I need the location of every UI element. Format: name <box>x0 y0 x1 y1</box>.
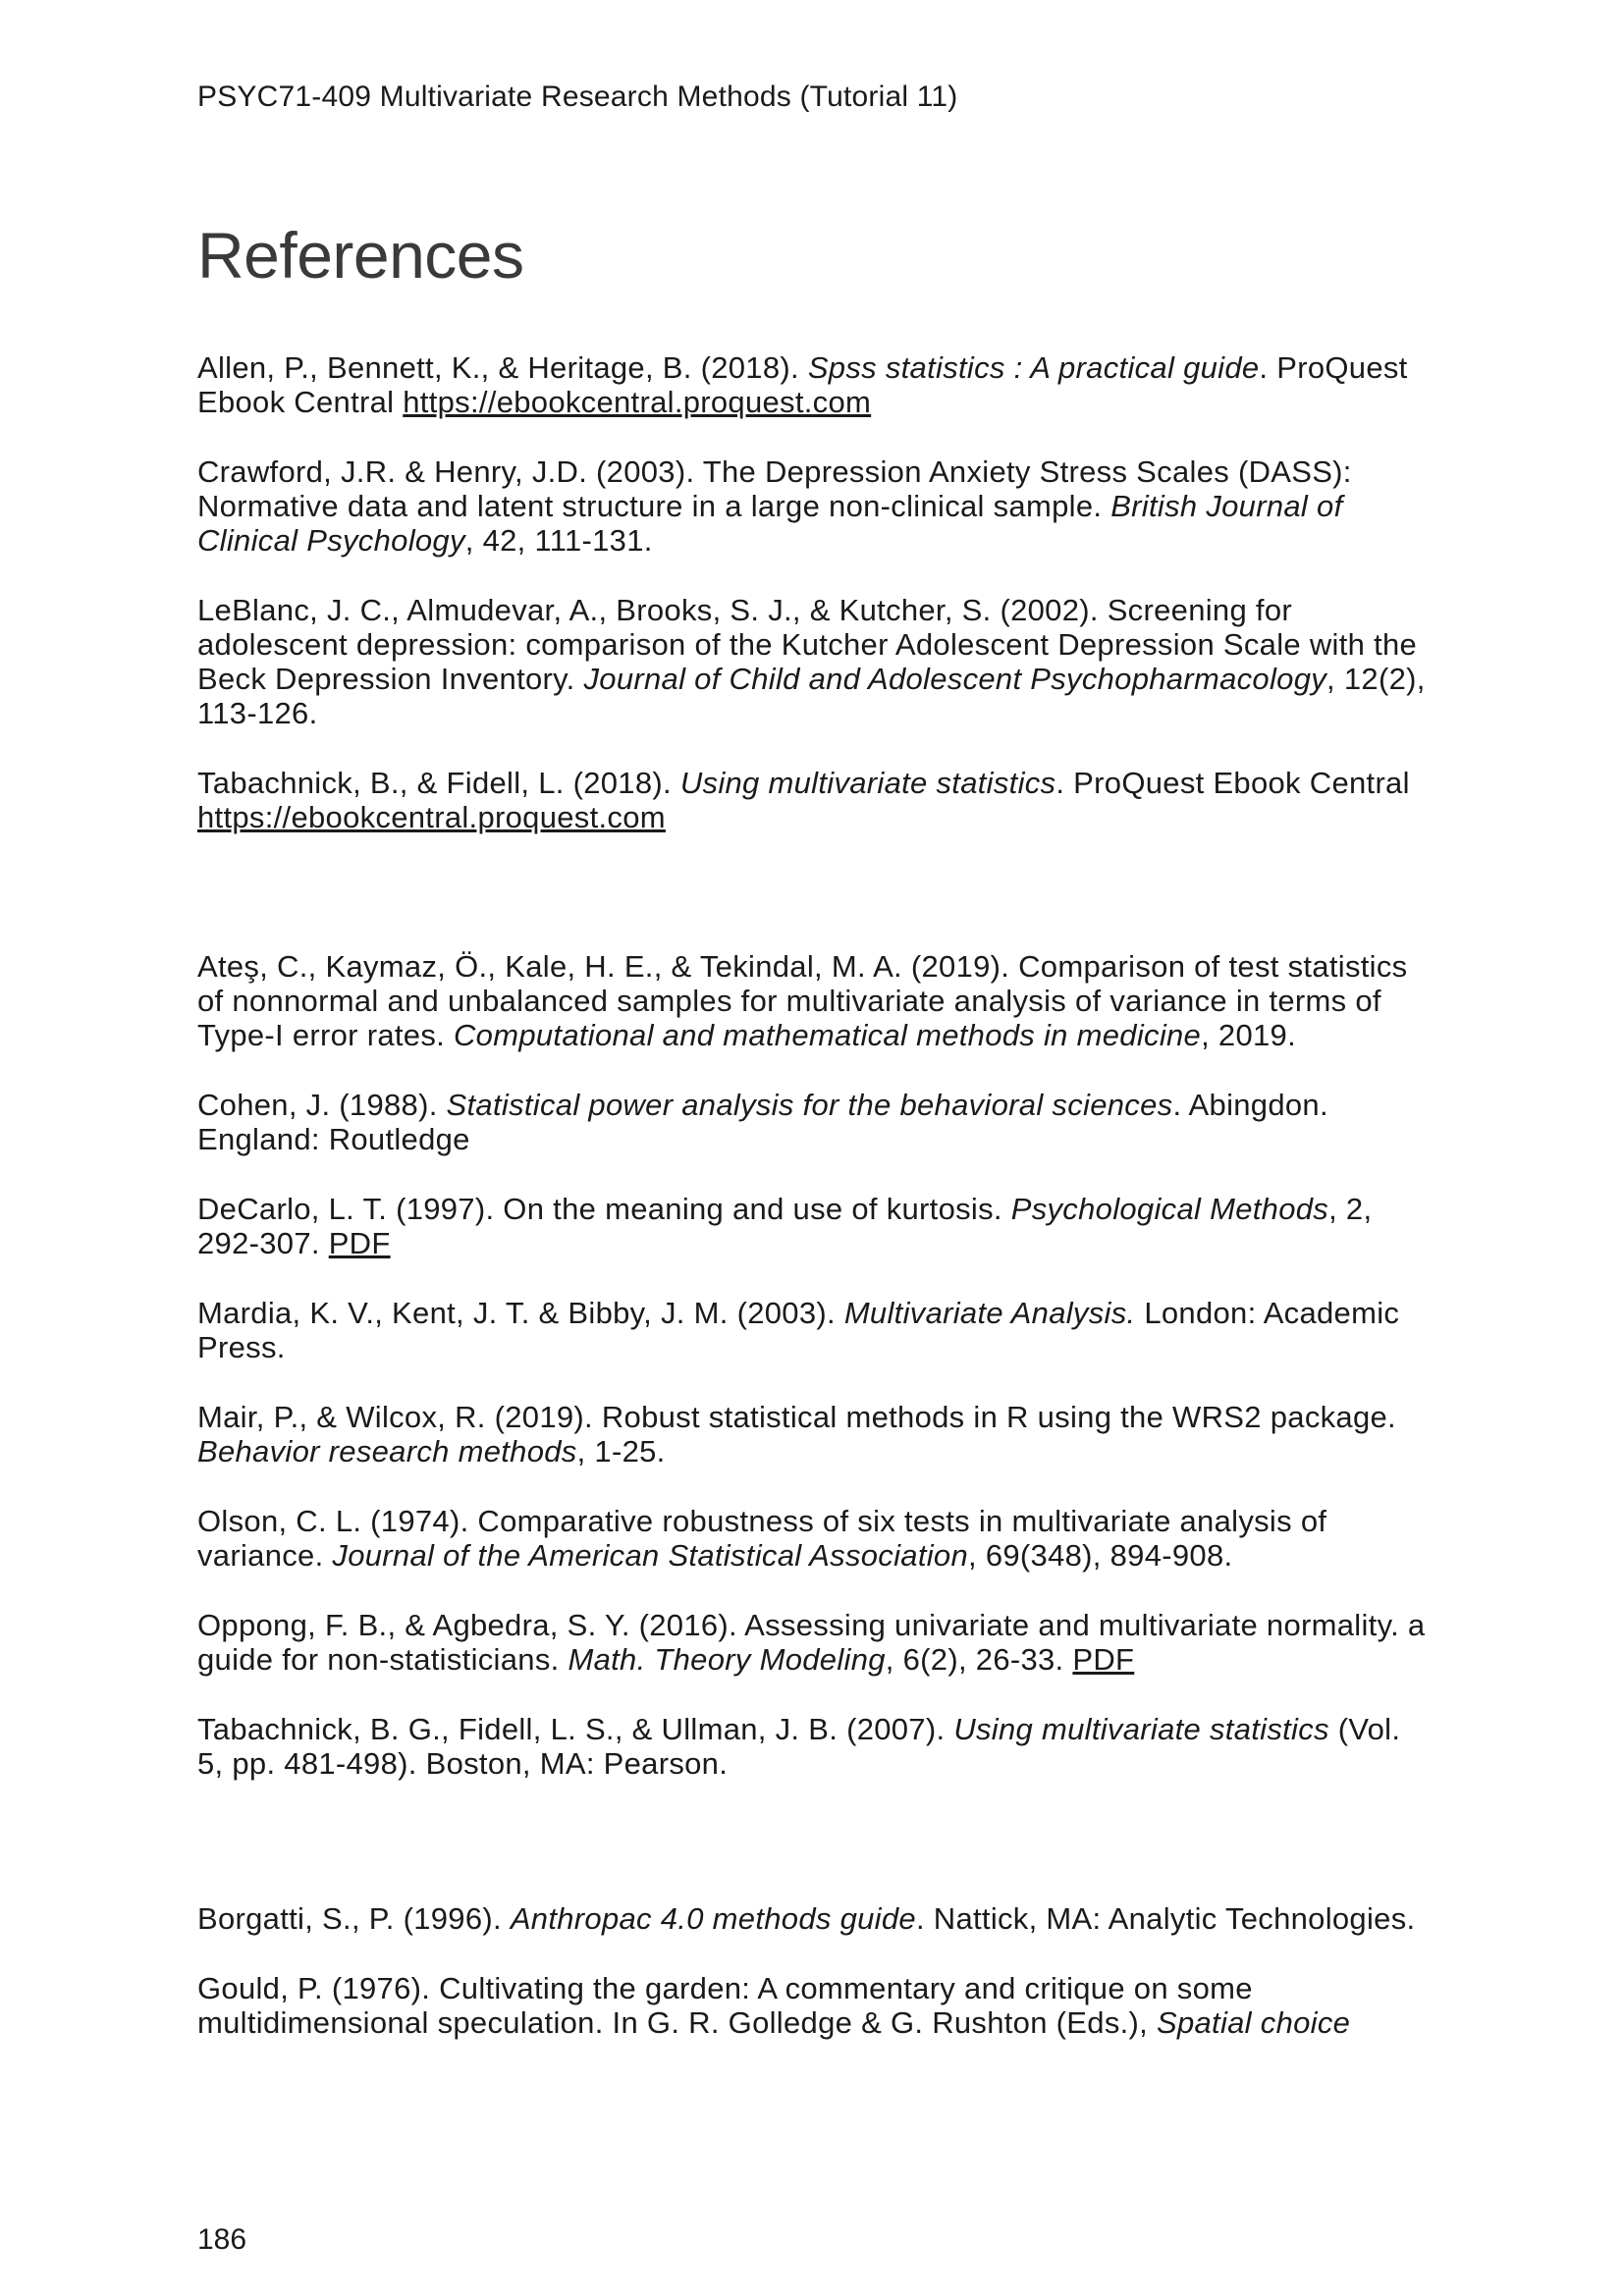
ref-title: Computational and mathematical methods in medicine <box>453 1018 1202 1052</box>
ref-text: , 2019. <box>1201 1018 1296 1052</box>
ref-text: . Abingdon. England: Routledge <box>197 1088 1328 1156</box>
ref-title: British Journal of Clinical Psychology <box>197 489 1343 558</box>
reference-entry <box>197 1712 1434 1781</box>
ref-title: Spatial choice <box>1156 2005 1351 2040</box>
ref-link[interactable]: https://ebookcentral.proquest.com <box>403 385 872 419</box>
page-number: 186 <box>197 2223 247 2256</box>
ref-text: Gould, P. (1976). Cultivating the garden: A commentary and critique on some multidimensional speculation. In G. R. Golledge & G. Rushton (Eds.), <box>197 1971 1253 2040</box>
reference-entry <box>197 1192 1434 1260</box>
ref-text: Cohen, J. (1988). <box>197 1088 447 1122</box>
ref-text: , 42, 111-131. <box>464 523 653 558</box>
reference-entry <box>197 766 1434 834</box>
ref-text: , 69(348), 894-908. <box>968 1538 1233 1573</box>
ref-text: , 1-25. <box>576 1434 666 1468</box>
ref-text: Mair, P., & Wilcox, R. (2019). Robust statistical methods in R using the WRS2 package. <box>197 1400 1396 1434</box>
ref-title: Behavior research methods <box>197 1434 577 1468</box>
ref-text: LeBlanc, J. C., Almudevar, A., Brooks, S. J., & Kutcher, S. (2002). Screening for adolescent depression: comparison of the Kutcher Adolescent Depression Scale with the Beck Depression Inventory. <box>197 593 1418 696</box>
reference-entry <box>197 1971 1434 2040</box>
ref-title: Math. Theory Modeling <box>568 1642 886 1677</box>
ref-text: (Vol. 5, pp. 481-498). Boston, MA: Pearson. <box>197 1712 1401 1781</box>
reference-entry <box>197 1088 1434 1156</box>
section-gap <box>197 870 1434 949</box>
ref-text: , 6(2), 26-33. <box>885 1642 1073 1677</box>
ref-title: Psychological Methods <box>1010 1192 1329 1226</box>
ref-text: Ateş, C., Kaymaz, Ö., Kale, H. E., & Tekindal, M. A. (2019). Comparison of test statistics of nonnormal and unbalanced samples for multivariate analysis of variance in terms of Type-I error rates. <box>197 949 1408 1052</box>
ref-text: Crawford, J.R. & Henry, J.D. (2003). The Depression Anxiety Stress Scales (DASS): Normative data and latent structure in a large non-clinical sample. <box>197 454 1352 523</box>
ref-text: . Nattick, MA: Analytic Technologies. <box>915 1901 1416 1936</box>
ref-title: Using multivariate statistics <box>953 1712 1329 1746</box>
ref-title: Using multivariate statistics <box>679 766 1056 800</box>
ref-title: Anthropac 4.0 methods guide <box>510 1901 916 1936</box>
running-header: PSYC71-409 Multivariate Research Methods (Tutorial 11) <box>197 80 958 113</box>
ref-title: Spss statistics : A practical guide <box>807 350 1260 385</box>
ref-title: Journal of Child and Adolescent Psychopharmacology <box>583 662 1327 696</box>
reference-entry <box>197 1504 1434 1573</box>
reference-entry <box>197 1608 1434 1677</box>
ref-text: . ProQuest Ebook Central <box>1055 766 1410 800</box>
ref-title: Journal of the American Statistical Association <box>332 1538 969 1573</box>
ref-text: Oppong, F. B., & Agbedra, S. Y. (2016). Assessing univariate and multivariate normality. a guide for non-statisticians. <box>197 1608 1426 1677</box>
reference-entry <box>197 350 1434 419</box>
pdf-link[interactable]: PDF <box>328 1226 391 1260</box>
ref-text: Tabachnick, B. G., Fidell, L. S., & Ullman, J. B. (2007). <box>197 1712 954 1746</box>
section-gap <box>197 1816 1434 1901</box>
ref-text: . ProQuest Ebook Central <box>197 350 1408 419</box>
reference-entry <box>197 454 1434 558</box>
reference-entry <box>197 1901 1434 1936</box>
ref-text: , 2, 292-307. <box>197 1192 1373 1260</box>
ref-text: Borgatti, S., P. (1996). <box>197 1901 511 1936</box>
ref-text: Mardia, K. V., Kent, J. T. & Bibby, J. M. (2003). <box>197 1296 844 1330</box>
pdf-link[interactable]: PDF <box>1072 1642 1135 1677</box>
reference-entry <box>197 593 1434 730</box>
ref-text: , 12(2), 113-126. <box>197 662 1426 730</box>
page-title: References <box>197 219 524 292</box>
ref-link[interactable]: https://ebookcentral.proquest.com <box>197 800 666 834</box>
ref-title: Multivariate Analysis. <box>843 1296 1136 1330</box>
ref-text: Tabachnick, B., & Fidell, L. (2018). <box>197 766 680 800</box>
ref-text: London: Academic Press. <box>197 1296 1400 1364</box>
ref-text: Olson, C. L. (1974). Comparative robustness of six tests in multivariate analysis of variance. <box>197 1504 1327 1573</box>
ref-title: Statistical power analysis for the behavioral sciences <box>446 1088 1173 1122</box>
reference-list <box>197 350 1434 2075</box>
ref-text: DeCarlo, L. T. (1997). On the meaning and use of kurtosis. <box>197 1192 1011 1226</box>
ref-text: Allen, P., Bennett, K., & Heritage, B. (2018). <box>197 350 808 385</box>
reference-entry <box>197 949 1434 1052</box>
reference-entry <box>197 1296 1434 1364</box>
reference-entry <box>197 1400 1434 1468</box>
